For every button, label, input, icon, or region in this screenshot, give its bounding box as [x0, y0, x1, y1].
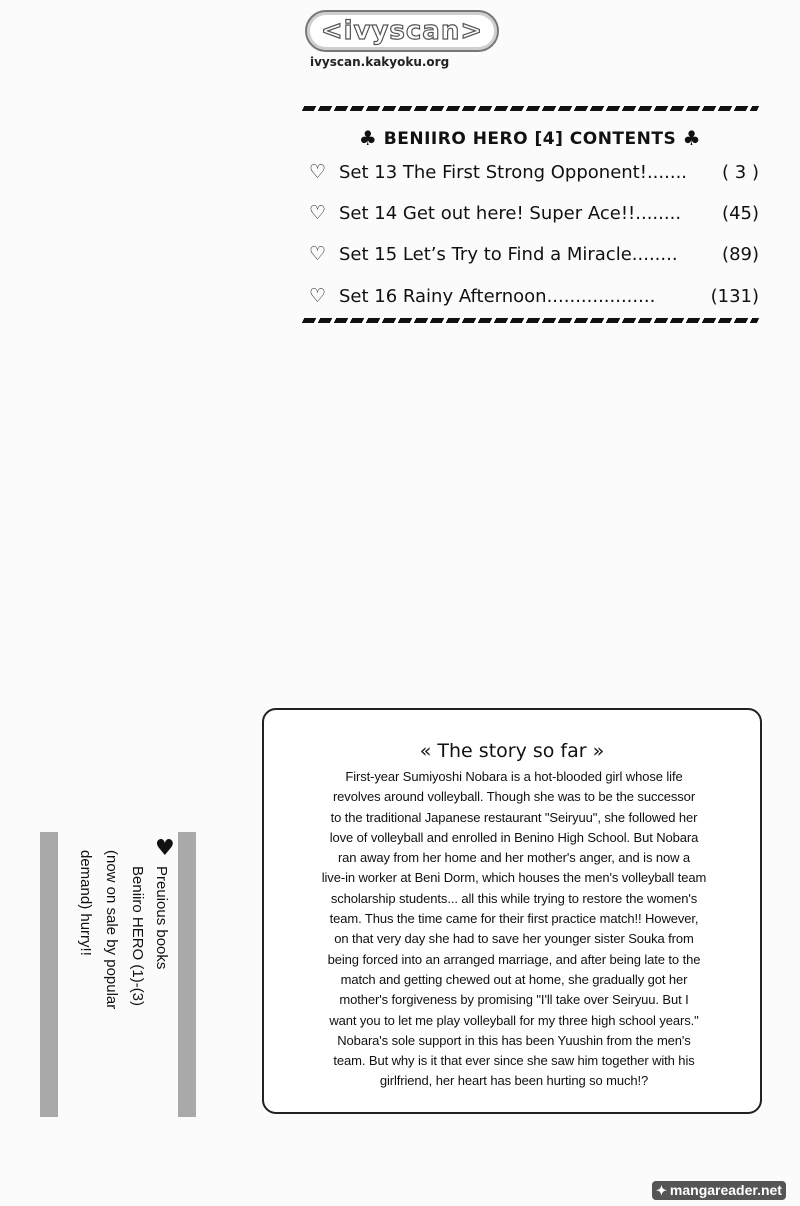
left-gray-strip: [40, 832, 58, 1117]
story-line: want you to let me play volleyball for my three high school years.": [329, 1012, 699, 1028]
watermark: [652, 1181, 786, 1200]
story-line: being forced into an arranged marriage, and after being late to the: [327, 951, 701, 967]
contents-title: [300, 126, 760, 150]
heart-icon: ♥: [155, 836, 175, 861]
story-so-far-box: [262, 708, 762, 1114]
toc-item-label: Set 16 Rainy Afternoon...................: [339, 285, 656, 307]
toc-item: [309, 281, 759, 311]
story-line: team. Thus the time came for their first practice match!! However,: [329, 911, 699, 927]
toc-item-label: Set 13 The First Strong Opponent!.......: [339, 161, 688, 183]
story-line: mother's forgiveness by promising "I'll take over Seiryuu. But I: [339, 992, 689, 1008]
bottom-divider: [302, 318, 759, 323]
story-line: live-in worker at Beni Dorm, which houses the men's volleyball team: [321, 870, 707, 886]
story-body: [278, 767, 750, 1092]
previous-books-line3: (now on sale by popular: [103, 850, 120, 1010]
toc-item: [309, 198, 759, 228]
toc-item-page: (89): [722, 243, 759, 265]
right-gray-strip: [178, 832, 196, 1117]
previous-books-line1: Preuious books: [153, 866, 170, 970]
story-line: ran away from her home and her mother's anger, and is now a: [337, 850, 691, 866]
story-line: Nobara's sole support in this has been Yuushin from the men's: [337, 1032, 691, 1048]
top-divider: [302, 106, 759, 111]
story-line: on that very day she had to save her younger sister Souka from: [334, 931, 694, 947]
heart-outline-icon: ♡: [309, 161, 327, 183]
toc-item-label: Set 15 Let’s Try to Find a Miracle........: [339, 243, 678, 265]
story-line: First-year Sumiyoshi Nobara is a hot-blooded girl whose life: [345, 769, 683, 784]
toc-item: [309, 157, 759, 187]
story-line: team. But why is it that ever since she saw him together with his: [333, 1053, 695, 1069]
toc-item-page: (131): [710, 285, 759, 307]
story-line: scholarship students... all this while trying to restore the women's: [330, 890, 698, 906]
mascot-icon: ✦: [656, 1183, 667, 1198]
toc-item-label: Set 14 Get out here! Super Ace!!........: [339, 202, 682, 224]
heart-outline-icon: ♡: [309, 243, 327, 265]
story-line: love of volleyball and enrolled in Benino High School. But Nobara: [329, 829, 699, 845]
club-icon: ♣: [358, 126, 378, 150]
club-icon: ♣: [682, 126, 702, 150]
story-line: match and getting chewed out at home, she gradually got her: [340, 971, 688, 987]
logo-url: ivyscan.kakyoku.org: [310, 55, 450, 69]
heart-outline-icon: ♡: [309, 285, 327, 307]
previous-books-line2: Beniiro HERO (1)-(3): [129, 866, 146, 1007]
heart-outline-icon: ♡: [309, 202, 327, 224]
story-line: to the traditional Japanese restaurant "Seiryuu", she followed her: [330, 809, 698, 825]
toc-item: [309, 239, 759, 269]
toc-item-page: (45): [722, 202, 759, 224]
story-line: revolves around volleyball. Though she was to be the successor: [332, 789, 696, 805]
watermark-text: mangareader.net: [669, 1182, 782, 1198]
story-line: girlfriend, her heart has been hurting so much!?: [379, 1073, 649, 1089]
ivyscan-logo: <ivyscan>: [305, 10, 499, 52]
previous-books-line4: demand) hurry!!: [77, 850, 94, 956]
story-title: « The story so far »: [419, 740, 605, 762]
contents-title-text: BENIIRO HERO [4] CONTENTS: [383, 129, 677, 149]
toc-item-page: ( 3 ): [722, 161, 759, 183]
